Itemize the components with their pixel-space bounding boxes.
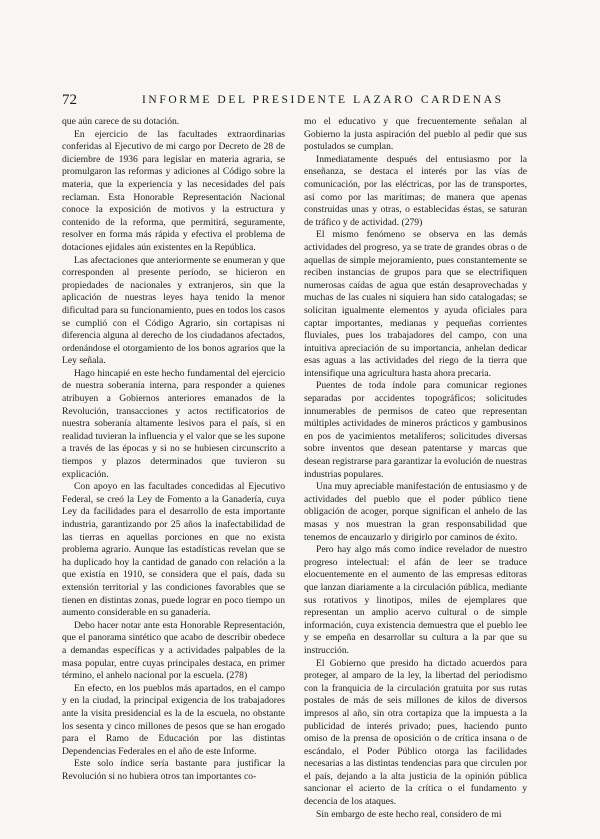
paragraph: Con apoyo en las facultades concedidas al Ejecutivo Federal, se creó la Ley de Fomento a la Ganadería, cuya Ley da facilidades para el desarrollo de esta importante industria, garantizando por 25 años la inafectabilidad de las tierras en aquellas porciones en que no exista problema agrario. Aunque las estadísticas revelan que se ha duplicado hoy la cantidad de ganado con relación a la que existía en 1910, se considera que el país, dada su extensión territorial y las condiciones favorables que se tienen en distintas zonas, puede lograr en poco tiempo un aumento considerable en su ganadería. <box>62 481 285 619</box>
paragraph: mo el educativo y que frecuentemente señalan al Gobierno la justa aspiración del pueblo al pedir que sus postulados se cumplan. <box>304 116 527 153</box>
running-title: INFORME DEL PRESIDENTE LAZARO CARDENAS <box>142 94 504 106</box>
paragraph: Inmediatamente después del entusiasmo por la enseñanza, se destaca el interés por las vías de comunicación, por las eléctricas, por las de transportes, así como por las marítimas; de manera que apenas construidas unas y otras, o establecidas éstas, se saturan de tráfico y de actividad. (279) <box>304 153 527 228</box>
paragraph: Debo hacer notar ante esta Honorable Representación, que el panorama sintético que acabo de describir obedece a demandas específicas y a actividades palpables de la masa popular, entre cuyas principales destaca, en primer término, el anhelo nacional por la escuela. (278) <box>62 619 285 682</box>
page-number: 72 <box>62 92 77 108</box>
paragraph: Puentes de toda índole para comunicar regiones separadas por accidentes topográficos; solicitudes innumerables de permisos de cateo que representan múltiples actividades de mineros prácticos y gambusinos en pos de yacimientos metalíferos; solicitudes diversas sobre inventos que desean patentarse y marcas que desean registrarse para garantizar la evolución de nuestras industrias populares. <box>304 380 527 480</box>
right-column <box>304 116 527 821</box>
paragraph: Hago hincapié en este hecho fundamental del ejercicio de nuestra soberanía interna, para responder a quienes atribuyen a Gobiernos anteriores emanados de la Revolución, transacciones y actos rectificatorios de nuestra soberanía altamente lesivos para el país, si en realidad tuvieran la influencia y el valor que se les supone a través de las épocas y si no se hubiesen circunscrito a tiempos y plazos determinados que tuvieron su explicación. <box>62 367 285 480</box>
left-column <box>62 116 285 783</box>
paragraph: Una muy apreciable manifestación de entusiasmo y de actividades del pueblo que el poder público tiene obligación de acoger, porque significan el anhelo de las masas y nos muestran la gran responsabilidad que tenemos de encauzarlo y dirigirlo por caminos de éxito. <box>304 481 527 543</box>
paragraph: Pero hay algo más como índice revelador de nuestro progreso intelectual: el afán de leer se traduce elocuentemente en el aumento de las empresas editoras que lanzan diariamente a la circulación pública, mediante sus rotativos y linotipos, miles de ejemplares que representan un amplio acervo cultural o de simple información, cuya existencia demuestra que el pueblo lee y se empeña en desarrollar su cultura a la par que su instrucción. <box>304 544 527 656</box>
paragraph: En ejercicio de las facultades extraordinarias conferidas al Ejecutivo de mi cargo por Decreto de 28 de diciembre de 1936 para legislar en materia agraria, se promulgaron las reformas y adiciones al Código sobre la materia, que la experiencia y las necesidades del país reclaman. Esta Honorable Representación Nacional conoce la exposición de motivos y la estructura y contenido de la reforma, que permitirá, seguramente, resolver en forma más rápida y efectiva el problema de dotaciones ejidales aún existentes en la República. <box>62 128 285 253</box>
paragraph: que aún carece de su dotación. <box>62 116 180 127</box>
page-header <box>62 92 530 112</box>
paragraph: Las afectaciones que anteriormente se enumeran y que corresponden al presente período, se hicieron en propiedades de nacionales y extranjeros, sin que la aplicación de nuestras leyes haya tenido la menor dificultad para su funcionamiento, pues en todos los casos se cumplió con el Código Agrario, sin cortapisas ni diferencia alguna al derecho de los ciudadanos afectados, ordenándose el otorgamiento de los bonos agrarios que la Ley señala. <box>62 254 286 367</box>
paragraph: El mismo fenómeno se observa en las demás actividades del progreso, ya se trate de grandes obras o de aquellas de simple mejoramiento, pues constantemente se reciben instancias de grupos para que se electrifiquen numerosas caídas de agua que están desaprovechadas y muchas de las cuales ni siquiera han sido catalogadas; se solicitan igualmente elementos y ayuda oficiales para captar importantes, medianas y pequeñas corrientes fluviales, pues los trabajadores del campo, con una intuitiva apreciación de su importancia, anhelan dedicar esas aguas a las actividades del riego de la tierra que intensifique una agricultura hasta ahora precaria. <box>304 229 527 379</box>
paragraph: Este solo índice sería bastante para justificar la Revolución si no hubiera otros tan importantes co- <box>62 758 285 782</box>
paragraph: Sin embargo de este hecho real, considero de mi <box>316 808 502 820</box>
paragraph: El Gobierno que presido ha dictado acuerdos para proteger, al amparo de la ley, la libertad del periodismo con la franquicia de la circulación gratuita por sus rutas postales de más de seis millones de kilos de diversos impresos al año, sin otra cortapiza que la impuesta a la publicidad de interés privado; pues, haciendo punto omiso de la prensa de oposición o de crítica insana o de escándalo, el Poder Público otorga las facilidades necesarias a las distintas tendencias para que circulen por el país, dejando a la alta justicia de la opinión pública sancionar el acierto de la crítica o el fundamento y decencia de los ataques. <box>304 657 527 808</box>
paragraph: En efecto, en los pueblos más apartados, en el campo y en la ciudad, la principal exigencia de los trabajadores ante la visita presidencial es la de la escuela, no obstante los sesenta y cinco millones de pesos que se han erogado para el Ramo de Educación por las distintas Dependencias Federales en el año de este Informe. <box>62 682 285 757</box>
